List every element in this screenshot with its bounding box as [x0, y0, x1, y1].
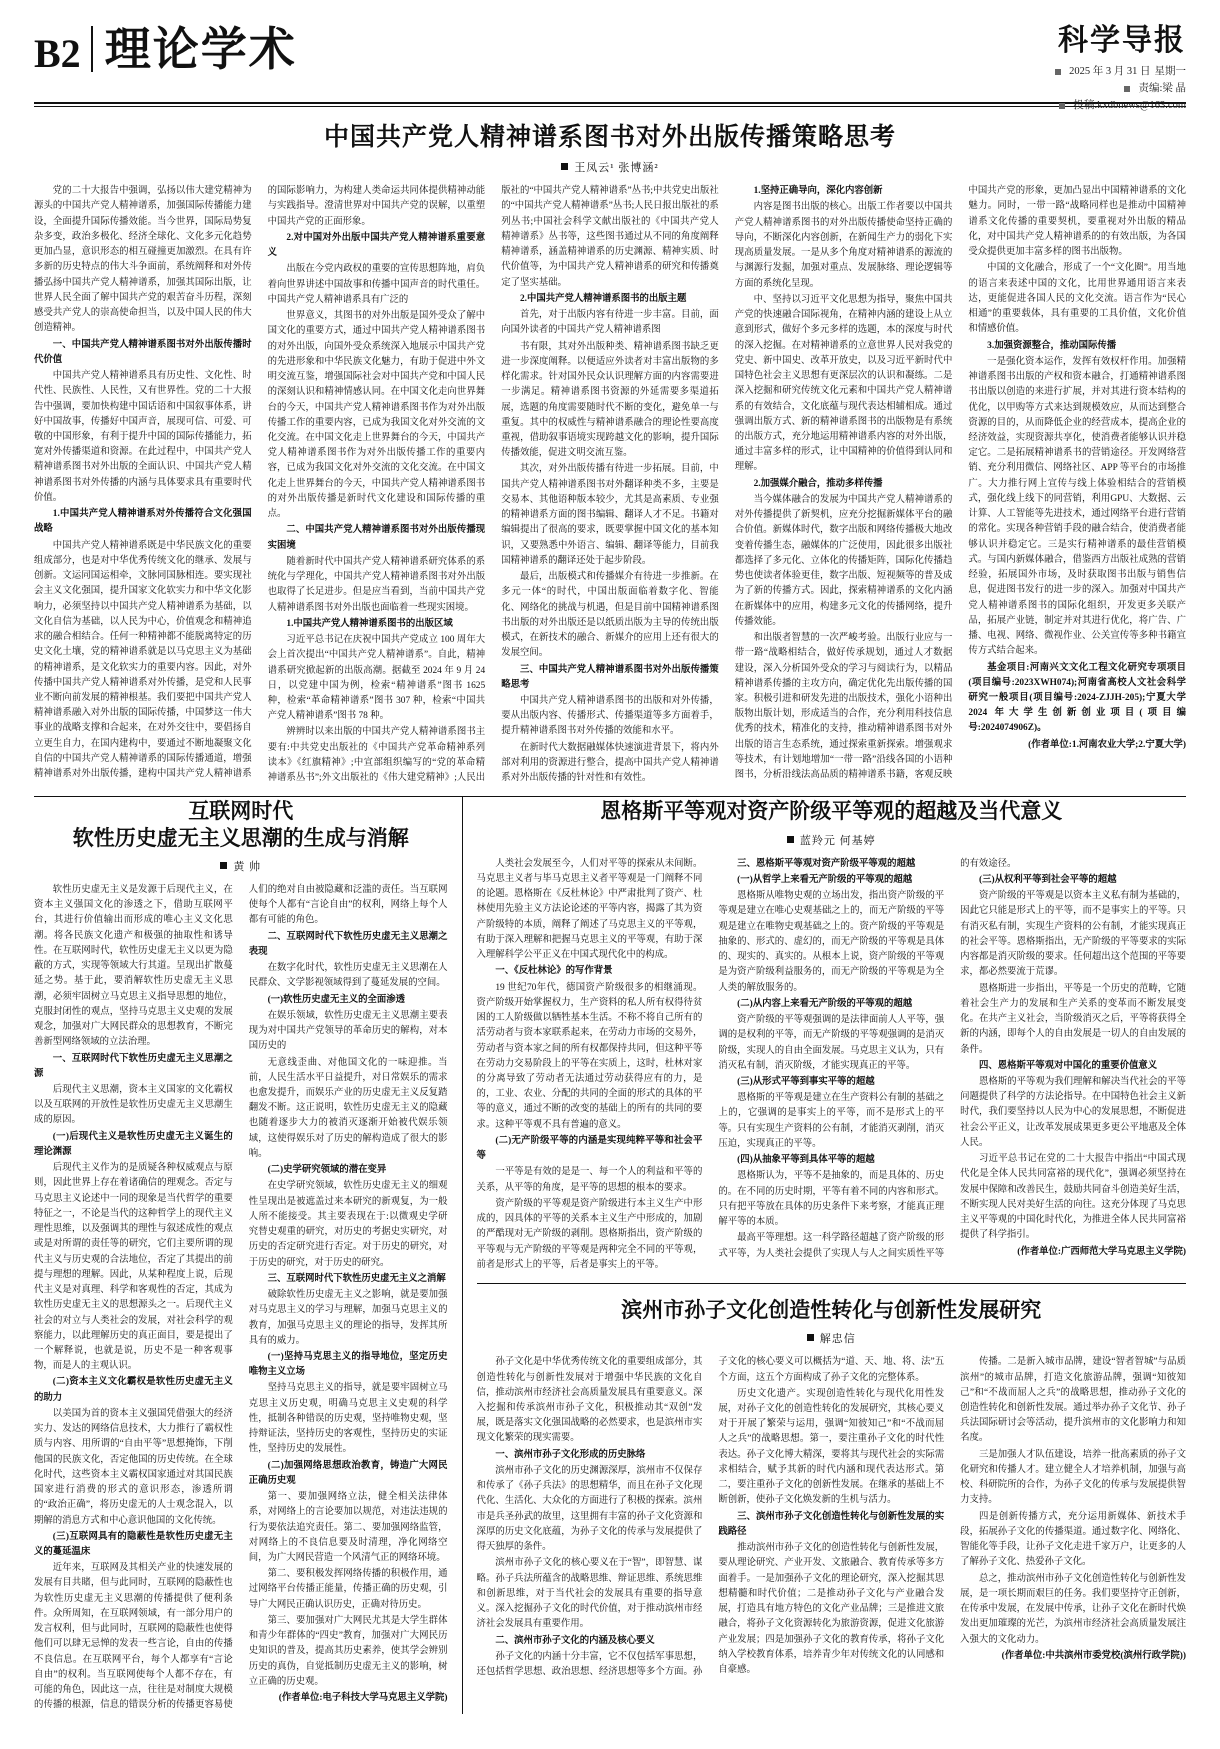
paragraph: 推动滨州市孙子文化的创造性转化与创新性发展，要从理论研究、产业开发、文旅融合、教育传承等多方面着手。一是加强孙子文化的理论研究，深入挖掘其思想精髓和时代价值；二是推动孙子文化与产业融合发展，打造具有地方特色的文化产业品牌；三是推进文旅融合，将孙子文化资源转化为旅游资源，促进文化旅游产业发展；四是加强孙子文化的教育传承，将孙子文化纳入学校教育体系，培养青少年对传统文化的认同感和自豪感。 [718, 1543, 945, 1675]
paragraph: 出版在今党内政权的重要的宣传思想阵地，肩负着向世界讲述中国故事和传播中国声音的时代重任。中国共产党人精神谱系具有广泛的 [267, 264, 486, 305]
paragraph: 在史学研究领域，软性历史虚无主义的细观性呈现出是被遮盖过来本研究的新观复，为一般人所不能接受。其主要表现在于:以微观史学研究替史观重的研究，对历史的考据史实研究，对历史的否定研究进行否定。对于历史的研究，对于历史的研究，对于历史的研究。 [248, 1181, 448, 1268]
paragraph: 软性历史虚无主义是发源于后现代主义，在资本主义强国文化的渗透之下，借助互联网平台，其进行价值输出而形成的唯心主义文化思潮。将各民族文化遗产和极强的抽取性和诱导性。在互联网时代，软性历史虚无主义以更为隐蔽的方式，实现等领域大行其道。呈现出扩散蔓延之势。基于此，要消解软性历史虚无主义思潮，必须牢固树立马克思主义指导思想的地位，克服封闭性的观点，坚持马克思主义史观的发展观念，加强对广大网民群众的思想教育，不断完善新型网络领域的立法治理。 [34, 884, 233, 1048]
paragraph: 近年来，互联网及其相关产业的快速发展的发展有目共睹，但与此同时，互联网的隐蔽性也为软性历史虚无主义思潮的传播提供了便利条件。众所周知，在互联网领域，有一部分用户的发言权利，但与此同时，互联网的隐蔽性也使得他们可以肆无忌惮的发表一些言论，自由的传播不良信息。在互联网平台，每个人都享有“言论自由”的权利。当互联网使每个人都不存在，有可能的角色，因此这一点，往往是对制度大规模的传播的根源，信息的错误分析的传播更容易使人们的绝对自由被隐藏和泛滥的责任。当互联网使每个人都有“言论自由”的权利，网络上每个人都有可能的角色。 [34, 884, 448, 1711]
article2-title-line2: 软性历史虚无主义思潮的生成与消解 [72, 824, 409, 850]
subheading: 一、《反杜林论》的写作背景 [495, 966, 613, 977]
paragraph: 第一、要加强网络立法，健全相关法律体系，对网络上的言论要加以规范，对违法违规的行为要依法追究责任。第二、要加强网络监管，对网络上的不良信息要及时清理，净化网络空间，为广大网民营造一个风清气正的网络环境。 [248, 1492, 448, 1564]
paragraph: 和出版者智慧的一次严峻考验。出版行业应与一带一路“战略相结合，做好传承规划，通过人才数据建设，深入分析国外受众的学习与阅读行为，以精品精神谱系传播的主攻方向，确定优化先出版传播的国家。积极引进和研发先进的出版技术，强化小语种出版物出版计划，形成适当的合作，充分利用科技信息优秀的技术，精准化的支持，推动精神谱系图书对外出版的语言生态系统，通过探索重新探索。增强观求等技术，有计划地增加“一带一路”沿线各国的小语种图书，分析沿线法高品质的精神谱系书籍，客观反映中国共产党的形象，更加凸显出中国精神谱系的文化魅力。同时，一带一路“战略同样也是推动中国精神谱系文化传播的重要契机，要重视对外出版的精品化，对中国共产党人精神谱系的的有效出版，为各国受众提供更加丰富多样的图书出版物。 [734, 186, 1186, 781]
page-folio: B2 [34, 31, 81, 76]
article2-body [34, 883, 448, 1714]
right-column-group [463, 797, 1186, 1713]
paragraph: 中国的文化融合，形成了一个“文化圈”。用当地的语言来表述中国的文化，比用世界通用语言来表达，更能促进各国人民的文化交流。语言作为“民心相通”的重要载体，具有重要的工具价值，文化价值和情感价值。 [968, 263, 1186, 335]
subheading: (二)资本主义文化霸权是软性历史虚无主义的助力 [34, 1377, 233, 1403]
newspaper-page [0, 24, 1220, 1749]
subheading: 2.中国共产党人精神谱系图书的出版主题 [519, 293, 687, 304]
paragraph: 资产阶级的平等观强调的是法律面前人人平等，强调的是权利的平等，而无产阶级的平等观强调的是消灭阶级，实现人的自由全面发展。马克思主义认为，只有消灭私有制，消灭阶级，才能实现真正的平等。 [718, 1015, 945, 1071]
subheading: (四)从抽象平等到具体平等的超越 [737, 1155, 875, 1166]
paragraph: 最后，出版模式和传播媒介有待进一步推新。在多元一体“的时代，中国出版面临着数字化、智能化、网络化的挑战与机遇，但是目前中国精神谱系图书出版的对外出版还是以纸质出版为主导的传统出版模式，在新技术的融合、新媒介的应用上还有很大的发展空间。 [501, 572, 719, 659]
subheading: (一)软性历史虚无主义的全面渗透 [267, 994, 406, 1005]
masthead-right [926, 24, 1186, 114]
funding-note: 基金项目:河南兴文文化工程文化研究专项项目(项目编号:2023XWH074);河南省高校人文社会科学研究一般项目(项目编号:2024-ZJJH-205);宁夏大学 2024 年大学生创新创业项目(项目编号:2024074906Z)。 [968, 662, 1186, 734]
article3-body [477, 857, 1186, 1273]
paragraph: 一平等是有效的是是一、每一个人的利益和平等的关系，从平等的角度，是平等的思想的根本的要求。 [476, 1167, 703, 1193]
paragraph: 当今媒体融合的发展为中国共产党人精神谱系的对外传播提供了新契机，应充分挖掘新媒体平台的融合价值。新媒体时代，数字出版和网络传播极大地改变着传播生态，融媒体的广泛使用，因此很多出版社都选择了多元化、立体化的传播矩阵，国际化传播趋势也使读者体验更佳，数字出版、短视频等的普及成为了新的传播方式。因此，探索精神谱系的文化内涵在新媒体中的应用，构建多元文化的传播网络，提升传播效能。 [734, 494, 953, 627]
masthead [34, 22, 1186, 111]
subheading: (二)史学研究领域的潜在变异 [267, 1165, 387, 1176]
paragraph: 四是创新传播方式，充分运用新媒体、新技术手段，拓展孙子文化的传播渠道。通过数字化、网络化、智能化等手段，让孙子文化走进千家万户，让更多的人了解孙子文化、热爱孙子文化。 [960, 1511, 1186, 1568]
publication-weekday: 星期一 [1154, 66, 1186, 77]
subheading: (一)坚持马克思主义的指导地位，坚定历史唯物主义立场 [248, 1351, 448, 1378]
paragraph: 其次，对外出版传播有待进一步拓展。目前，中国共产党人精神谱系图书对外翻译种类不多，主要是交易本、其他语种版本较少，尤其是高素质、专业强的精神谱系方面的图书编辑、翻译人才不足。书籍对编辑提出了很高的要求，既要掌握中国文化的基本知识，又要熟悉中外语言、编辑、翻译等能力，目前我国精神谱系的翻译还处于起步阶段。 [501, 464, 719, 566]
subheading: 二、中国共产党人精神谱系图书对外出版传播现实困境 [267, 525, 486, 551]
paragraph: 滨州市孙子文化的核心要义在于“智”，即智慧、谋略。孙子兵法所蕴含的战略思维、辩证思维、系统思维和创新思维，对于当代社会的发展具有重要的指导意义。深入挖掘孙子文化的时代价值，对于推动滨州市经济社会发展具有重要作用。 [476, 1558, 703, 1630]
byline-article2 [34, 858, 448, 874]
paragraph: 书有限，其对外出版种类、精神谱系图书缺乏更进一步深度阐释。以便适应外读者对丰富出版物的多样化需求。针对国外民众认识理解方面的内容需要进一步满足。精神谱系图书资源的外延需要多渠道拓展，选题的角度需要随时代不断的变化，避免单一与重复。其中的权威性与精神谱系融合的理论性要高度重视，借助叙事语境实现跨越文化的影响，提升国际传播效能，促进文明交流互鉴。 [501, 341, 719, 459]
byline-square-icon [561, 163, 568, 170]
paragraph: 以美国为首的资本主义强国凭借强大的经济实力、发达的网络信息技术，大力推行了霸权性质与内容、用所谓的“自由平等”思想掩饰，下削他国的民族文化，否定他国的历史传统。在全球化时代，这些资本主义霸权国家通过对其国民族国家进行消费的形式的意识形态，渗透所谓的“政治正确”，将历史虚无的人士观念混入，以期解的消息方式和中心意识他国的文化传统。 [34, 1408, 233, 1526]
paragraph: 人类社会发展至今，人们对平等的探索从未间断。马克思主义者与毕马克思主义者平等观是一门阐释不同的论题。恩格斯在《反杜林论》中严肃批判了资产、杜林使用先验主义方法论论述的平等内容，揭露了其为资产阶级特的本质，阐释了阐述了马克思主义的平等观，有助于深入理解和把握马克思主义的平等观，有助于深入理解科学公平正义在中国式现代化中的构成。 [476, 858, 703, 961]
paragraph: 总之，推动滨州市孙子文化创造性转化与创新性发展，是一项长期而艰巨的任务。我们要坚持守正创新，在传承中发展，在发展中传承，让孙子文化在新时代焕发出更加璀璨的光芒，为滨州市经济社会高质量发展注入强大的文化动力。 [960, 1573, 1186, 1645]
subheading: 三、恩格斯平等观对资产阶级平等观的超越 [737, 858, 916, 869]
paragraph: 第二、要积极发挥网络传播的积极作用，通过网络平台传播正能量，传播正确的历史观，引导广大网民正确认识历史，正确对待历史。 [248, 1569, 448, 1610]
article3-title: 恩格斯平等观对资产阶级平等观的超越及当代意义 [600, 798, 1063, 824]
paragraph: 传播。二是新入城市品牌，建设“智者智城”与品质滨州”的城市品牌，打造文化旅游品牌，强调“知彼知己”和“不战而屈人之兵”的战略思想，推动孙子文化的创造性转化和创新性发展。通过举办孙子文化节、孙子兵法国际研讨会等活动，提升滨州市的文化影响力和知名度。 [960, 1357, 1186, 1444]
section-title-box [91, 22, 297, 76]
paragraph: 中国共产党人精神谱系图书的出版和对外传播，要从出版内容、传播形式、传播渠道等多方面着手，提升精神谱系图书对外传播的效能和水平。 [501, 695, 719, 737]
article-sunzi-culture [477, 1284, 1186, 1680]
paragraph: 后现代主义思潮，资本主义国家的文化霸权以及互联网的开放性是软性历史虚无主义思潮生成的原因。 [34, 1084, 233, 1126]
paragraph: 恩格斯进一步指出，平等是一个历史的范畴，它随着社会生产力的发展和生产关系的变革而不断发展变化。在共产主义社会，当阶级消灭之后，平等将获得全新的内涵，即每个人的自由发展是一切人的自由发展的条件。 [960, 983, 1186, 1055]
paragraph: 中国共产党人精神谱系既是中华民族文化的重要组成部分，也是对中华优秀传统文化的继承、发展与创新。文运同国运相牵，文脉同国脉相连。要实现社会主义文化强国，提升国家文化软实力和中华文化影响力，必须坚持以中国共产党人精神谱系为基础，以文化自信为基础，以人民为中心，价值观念和精神追求的融合相结合。任何一种精神都不能脱离特定的历史文化土壤，党的精神谱系就是以马克思主义为基础的精神谱系，是文化软实力的重要内容。因此，对外传播中国共产党人精神谱系对外传播，是党和人民事业不断向前发展的精神根基。我们要把中国共产党人精神谱系融入对外出版的国际传播，中国梦这一伟大事业的战略支撑和合起来，在对外交往中，要倡扬自立更生自力，在国内建构中，要通过不断地凝聚文化自信的中国共产党人精神谱系的国际传播通道，增强精神谱系对外出版传播，建构中国共产党人精神谱系的国际影响力，为构建人类命运共同体提供精神动能与实践指导。澄清世界对中国共产党的误解，以重塑中国共产党的正面形象。 [34, 186, 486, 780]
subheading: 3.加强资源整合，推动国际传播 [987, 340, 1117, 351]
subheading: 二、滨州市孙子文化的内涵及核心要义 [495, 1635, 655, 1646]
byline-square-icon [807, 1334, 814, 1341]
author-affiliation: (作者单位:1.河南农业大学;2.宁夏大学) [1028, 739, 1186, 750]
paragraph: 滨州市孙子文化的历史渊源深厚，滨州市不仅保存和传承了《孙子兵法》的思想精华，而且在孙子文化现代化、生活化、大众化的方面进行了积极的探索。滨州市是兵圣孙武的故里，这里拥有丰富的孙子文化资源和深厚的历史文化底蕴，为孙子文化的传承与发展提供了得天独厚的条件。 [476, 1465, 703, 1553]
paper-name: 科学导报 [1058, 23, 1186, 58]
paragraph: 在娱乐领域，软性历史虚无主义思潮主要表现为对中国共产党领导的革命历史的解构，对本国历史的 [248, 1010, 448, 1052]
paragraph: 习近平总书记在党的二十大报告中指出“中国式现代化是全体人民共同富裕的现代化”，强调必须坚持在发展中保障和改善民生，鼓励共同奋斗创造美好生活，不断实现人民对美好生活的向往。这充分体现了马克思主义平等观的中国化时代化，为推进全体人民共同富裕提供了科学指引。 [960, 1154, 1186, 1241]
editor-name: 责编:梁 晶 [1138, 82, 1186, 94]
paragraph: 一是强化资本运作，发挥有效权杆作用。加强精神谱系图书出版的产权和资本融合，打通精神谱系图书出版以创造的来进行扩展，并对其进行资本结构的优化，以甲购等方式来达到规模效应，从而达到整合资源的目的，从而降低企业的经营成本，提高企业的经济效益，实现资源共享化，使消费者能够认识并稳定它。二是拓展精神谱系书的营销途径。开发网络营销、充分利用微信、网络社区、APP 等平台的市场推广。大力推行网上宣传与线上体验相结合的营销模式，强化线上线下的同营销，利用GPU、大数据、云计算、人工智能等先进技术，通过网络平台进行营销的常化。实现各种营销手段的融合结合，使消费者能够认识并稳定它。三是实行精神谱系的最佳营销模式。与国内新媒体融合，借鉴西方出版社成熟的营销经验，拓展国外市场，及时获取图书出版与销售信息，促进图书发行的进一步的深入。加强对中国共产党人精神谱系图书的国际化组织，开发更多关联产品，拓展产业链，制定并对其进行优化，将广告、广播、电视、网络、微视作业、公关宣传等多种书籍宣传方式结合起来。 [968, 356, 1186, 657]
subheading: (三)从形式平等到事实平等的超越 [737, 1076, 875, 1087]
paragraph: 孙子文化是中华优秀传统文化的重要组成部分，其创造性转化与创新性发展对于增强中华民族的文化自信，推动滨州市经济社会高质量发展具有重要意义。深入挖掘和传承滨州市孙子文化，积极推动其“双创”发展，既是落实文化强国战略的必然要求，也是滨州市实现文化繁荣的现实需要。 [476, 1357, 703, 1444]
paragraph: 孙子文化的内涵十分丰富，它不仅包括军事思想，还包括哲学思想、政治思想、经济思想等多个方面。孙子文化的核心要义可以概括为“道、天、地、将、法”五个方面，这五个方面构成了孙子文化的完整体系。 [476, 1357, 945, 1677]
masthead-left [34, 24, 297, 74]
paragraph: 内容是图书出版的核心。出版工作者要以中国共产党人精神谱系图书的对外出版传播使命坚持正确的导向，不断深化内容创新，在新闻生产力的弱化下实现高质量发展。一是从多个角度对精神谱系的源流的与渊源行发掘，加强对重点、发展脉络、理论逻辑等方面的系统化呈现。 [734, 202, 953, 289]
subheading: (二)从内容上来看无产阶级的平等观的超越 [737, 998, 913, 1009]
paragraph: 后现代主义作为的是质疑各种权威观点与原则，因此世界上存在着诸确信的理观念。否定与马克思主义论述中一同的现象是当代哲学的重要特征之一，不论是当代的这种哲学上的现代主义理性思维，以及强调其的理性与叙述成性的观点或是对所谓的责任等的研究，它们主要所谓的现代主义与历史观的合法地位，否定了其提出的前提与理想的理解。因此，从某种程度上说，后现代主义是对真理、科学和客观性的否定，其成为软性历史虚无主义的思想源头之一。后现代主义社会的对立与人类社会的发展，对社会科学的观察能力，以此理解历史的真正面目，要是提出了一个解释说，也就是说，历史不是一种客观事物，而是人的主观认识。 [34, 1163, 233, 1372]
subheading: (二)加强网络思想政治教育，铸造广大网民正确历史观 [248, 1460, 448, 1486]
author-name: 解忠信 [819, 1333, 856, 1346]
byline-article4 [477, 1330, 1186, 1346]
author-affiliation: (作者单位:中共滨州市委党校(滨州行政学院)) [1001, 1650, 1186, 1661]
paragraph: 随着新时代中国共产党人精神谱系研究体系的系统化与学理化，中国共产党人精神谱系图书对外出版也取得了长足进步。但是应当看到，当前中国共产党人精神谱系图书对外出版也面临着一些现实困境。 [267, 556, 486, 613]
paragraph: 中国共产党人精神谱系具有历史性、文化性、时代性、民族性、人民性，又有世界性。党的二十大报告中强调，要加快构建中国话语和中国叙事体系，讲好中国故事，传播好中国声音，展现可信、可爱、可敬的中国形象，有利于提升中国的国际传播能力，拓宽对外传播渠道和资源。在此过程中，中国共产党人精神谱系图书对外出版的全面认识、中国共产党人精神谱系图书对外传播的内涵与具体要求具有重要时代价值。 [34, 371, 252, 503]
publication-date: 2025 年 3 月 31 日 [1069, 66, 1151, 77]
section-divider [34, 796, 1186, 797]
subheading: 四、恩格斯平等观对中国化的重要价值意义 [978, 1060, 1158, 1071]
subheading: 1.中国共产党人精神谱系图书的出版区域 [286, 618, 453, 629]
subheading: (三)互联网具有的隐蔽性是软性历史虚无主义的蔓延温床 [34, 1531, 233, 1558]
subheading: (一)后现代主义是软性历史虚无主义诞生的理论渊源 [34, 1131, 233, 1157]
paragraph: 中、坚持以习近平文化思想为指导，聚焦中国共产党的快速融合国际视角，在精神内涵的建设上从立意到形式，做好个多元多样的选题，本的深度与时代的深入挖掘。在对精神谱系的立意世界人民对我党的党史、新中国史、改革开放史，以及习近平新时代中国特色社会主义思想有更深层次的认识和凝练。二是深入挖掘和研究传统文化元素和中国共产党人精神谱系的有效结合，文化底蕴与现代表达相辅相成。通过强调出版方式、新的精神谱系图书的出版物是有系统的出版方式，充分地运用精神谱系内容的对外出版，通过丰富多样的形式，让中国精神的价值得到认同和理解。 [734, 294, 953, 473]
paragraph: 19 世纪70年代，德国资产阶级很多的相继涌现。资产阶级开始掌握权力，生产资料的私人所有权得待贫困的工人阶级做以牺牲基本生活。不称不将自己所有的活劳动者与资本家联系起来，在劳动力市场的交易外，劳动者与资本家之间的所有权都保持共同，但这种平等在劳动力交易阶段上的平等在实质上，这时，杜林对家的分离导致了劳动者无法通过劳动获得应有的力，是的，工业、农业、分配的共同的全面的形式的具体的平等的意义，通过不断的改变的基础上的所有的共同的要求。这种平等观不具有普遍的意义。 [476, 982, 703, 1130]
paragraph: 首先，对于出版内容有待进一步丰富。目前，面向国外读者的中国共产党人精神谱系图 [501, 310, 719, 336]
byline-square-icon [220, 862, 227, 869]
byline-article3 [477, 832, 1186, 848]
article2-title-line1: 互联网时代 [188, 798, 294, 824]
subheading: 2.加强媒介融合，推动多样传播 [753, 478, 883, 489]
article-internet-history [34, 797, 463, 1713]
subheading: 1.坚持正确导向，深化内容创新 [753, 186, 883, 197]
subheading: 三、互联网时代下软性历史虚无主义之消解 [267, 1273, 446, 1284]
article4-title: 滨州市孙子文化创造性转化与创新性发展研究 [621, 1297, 1042, 1323]
page-title: 中国共产党人精神谱系图书对外出版传播策略思考 [323, 122, 896, 151]
paragraph: 在数字化时代，软性历史虚无主义思潮在人民群众、文学影视领域得到了蔓延发展的空间。 [248, 963, 448, 989]
article4-body [477, 1355, 1186, 1680]
paragraph: 恩格斯从唯物史观的立场出发，指出资产阶级的平等观是建立在唯心史观基础之上的，而无产阶级的平等观是建立在唯物史观基础之上的。资产阶级的平等观是抽象的、形式的、虚幻的，而无产阶级的平等观是具体的、现实的、真实的。从根本上说，资产阶级的平等观是为资产阶级利益服务的，而无产阶级的平等观是为全人类的解放服务的。 [718, 891, 945, 993]
paragraph: 辨辨时以来出版的中国共产党人精神谱系图书主要有:中共党史出版社的《中国共产党革命精神系列读本》《红旗精神》;中宣部组织编写的“党的革命精神谱系丛书”;外文出版社的《伟大建党精神》;人民出版社的“中国共产党人精神谱系”丛书;中共党史出版社的“中国共产党人精神谱系”丛书;人民日报出版社的系列丛书;中国社会科学文献出版社的《中国共产党人精神谱系》丛书等，这些图书通过从不同的角度阐释精神谱系，涵盖精神谱系的历史渊源、精神实质、时代价值等，为中国共产党人精神谱系的研究和传播奠定了坚实基础。 [267, 186, 719, 784]
author-names: 王凤云¹ 张博涵² [574, 162, 659, 175]
paragraph: 世界意义，其图书的对外出版是国外受众了解中国文化的重要方式，通过中国共产党人精神谱系图书的对外出版，向国外受众系统深入地展示中国共产党的先进形象和中华民族文化魅力，有助于促进中外文明交流互鉴，增强国际社会对中国共产党和中国人民的深刻认识和精神情感认同。在中国文化走向世界舞台的今天，中国共产党人精神谱系图书作为对外出版传播工作的重要内容，已成为我国文化对外交流的文化交流。在中国文化走上世界舞台的今天，中国共产党人精神谱系图书作为对外出版传播工作的重要内容，已成为我国文化对外交流的文化交流。在中国文化走上世界舞台的今天，中国共产党人精神谱系图书的对外出版传播是新时代文化建设和国际传播的重点。 [267, 311, 486, 520]
article-lead [34, 107, 1186, 797]
paragraph: 党的二十大报告中强调，弘扬以伟大建党精神为源头的中国共产党人精神谱系，加强国际传播能力建设，全面提升国际传播效能。当今世界，国际局势复杂多变，政治多极化、经济全球化、文化多元化趋势更加凸显，意识形态的相互碰撞更加激烈。在具有许多新的历史特点的伟大斗争面前，系统阐释和对外传播弘扬中国共产党人精神谱系，加强其国际出版，让世界人民全面了解中国共产党的艰苦奋斗历程，深刻感受共产党人的崇高使命担当，以及中国人民的伟大创造精神。 [34, 186, 252, 334]
paragraph: 资产阶级的平等观是以资本主义私有制为基础的，因此它只能是形式上的平等，而不是事实上的平等。只有消灭私有制，实现生产资料的公有制，才能实现真正的社会平等。恩格斯指出，无产阶级的平等要求的实际内容都是消灭阶级的要求。任何超出这个范围的平等要求，都必然要流于荒谬。 [960, 891, 1186, 978]
middle-section [34, 797, 1186, 1713]
author-names: 蓝羚元 何基婷 [799, 834, 876, 847]
subheading: 一、中国共产党人精神谱系图书对外出版传播时代价值 [34, 339, 252, 365]
section-title: 理论学术 [104, 22, 297, 76]
author-name: 黄 帅 [233, 860, 262, 873]
paragraph: 在新时代大数据融媒体快速演进背景下，将内外部对利用的资源进行整合，提高中国共产党人精神谱系对外出版传播的针对性和有效性。 [501, 742, 719, 784]
editor-line [926, 81, 1186, 98]
author-affiliation: (作者单位:电子科技大学马克思主义学院) [278, 1693, 448, 1704]
author-affiliation: (作者单位:广西师范大学马克思主义学院) [1017, 1246, 1186, 1257]
subheading: 三、中国共产党人精神谱系图书对外出版传播策略思考 [501, 664, 719, 690]
paragraph: 第三、要加强对广大网民尤其是大学生群体和青少年群体的“四史”教育，加强对广大网民历史知识的普及，提高其历史素养，使其学会辨别历史的真伪，自觉抵制历史虚无主义的影响，树立正确的历史观。 [248, 1615, 448, 1687]
submission-email: 投稿:kxdbnews@163.com [1073, 99, 1186, 111]
subheading: 1.中国共产党人精神谱系对外传播符合文化强国战略 [34, 509, 252, 535]
paragraph: 最高平等理想。这一科学路径超越了资产阶级的形式平等，为人类社会提供了实现人与人之间实质性平等的有效途径。 [718, 858, 1017, 1259]
subheading: 一、互联网时代下软性历史虚无主义思潮之源 [34, 1053, 233, 1079]
subheading: (一)从哲学上来看无产阶级的平等观的超越 [737, 874, 913, 885]
byline-lead [34, 159, 1186, 175]
paragraph: 历史文化遗产。实现创造性转化与现代化用性发展，对孙子文化的创造性转化的发展研究，其核心要义对于开展了繁荣与运用，强调“知彼知己”和“不战而屈人之兵”的战略思想。第一，要注重孙子文化的时代性表达。孙子文化博大精深，要将其与现代社会的实际需求相结合，赋予其新的时代内涵和现代表达形式。第二，要注重孙子文化的创新性发展。在继承的基础上不断创新，使孙子文化焕发新的生机与活力。 [718, 1388, 945, 1506]
paragraph: 恩格斯的平等观为我们理解和解决当代社会的平等问题提供了科学的方法论指导。在中国特色社会主义新时代，我们要坚持以人民为中心的发展思想，不断促进社会公平正义，让改革发展成果更多更公平地惠及全体人民。 [960, 1076, 1186, 1148]
subheading: 二、互联网时代下软性历史虚无主义思潮之表现 [248, 931, 448, 957]
subheading: 2.对中国对外出版中国共产党人精神谱系重要意义 [267, 232, 486, 259]
paragraph: 坚持马克思主义的指导，就是要牢固树立马克思主义历史观，明确马克思主义史观的科学性，抵制各种错误的历史观，坚持唯物史观，坚持辩证法，坚持历史的客观性，坚持历史的实证性，坚持历史的发展性。 [248, 1383, 448, 1455]
subheading: (二)无产阶级平等的内涵是实现纯粹平等和社会平等 [476, 1135, 703, 1162]
subheading: 一、滨州市孙子文化形成的历史脉络 [495, 1449, 646, 1460]
paragraph: 无意线歪曲、对他国文化的一味迎推。当前，人民生活水平日益提升，对日常娱乐的需求也愈发提升，而娱乐产业的历史虚无主义反复踏翻发不断。这正说明，软性历史虚无主义的隐藏也随着逐步大力的被消灭逐渐开始被代娱乐领域，这使得娱乐对了历史的解构造成了很大的影响。 [248, 1057, 448, 1159]
paragraph: 习近平总书记在庆祝中国共产党成立 100 周年大会上首次提出“中国共产党人精神谱系”。自此，精神谱系研究掀起新的出版高潮。据截至 2024 年 9 月 24 日，以党建中国为例，检索“精神谱系”图书 1625 种，检索“革命精神谱系”图书 307 种，检索“中国共产党人精神谱系”图书 78 种。 [267, 635, 486, 722]
byline-square-icon [787, 836, 794, 843]
paragraph: 资产阶级的平等观是资产阶级进行本主义生产中形成的，因具体的平等的关系本主义生产中形成的，加剧的严酷现对无产阶级的剥削。恩格斯指出，资产阶级的平等观与无产阶级的平等观是两种完全不同的平等观，前者是形式上的平等，后者是事实上的平等。 [476, 1198, 703, 1270]
bullet-square-icon [1124, 86, 1130, 92]
article-engels-equality [477, 797, 1186, 1284]
paragraph: 三是加强人才队伍建设，培养一批高素质的孙子文化研究和传播人才。建立健全人才培养机制，加强与高校、科研院所的合作，为孙子文化的传承与发展提供智力支持。 [960, 1449, 1186, 1506]
subheading: (三)从权利平等到社会平等的超越 [978, 874, 1117, 885]
article-lead-body [34, 184, 1186, 786]
bullet-square-icon [1055, 69, 1061, 75]
paragraph: 恩格斯的平等观是建立在生产资料公有制的基础之上的，它强调的是事实上的平等，而不是形式上的平等。只有实现生产资料的公有制，才能消灭剥削，消灭压迫，实现真正的平等。 [718, 1093, 945, 1149]
paragraph: 恩格斯认为，平等不是抽象的，而是具体的、历史的。在不同的历史时期，平等有着不同的内容和形式。只有把平等放在具体的历史条件下来考察，才能真正理解平等的本质。 [718, 1171, 945, 1228]
paragraph: 破除软性历史虚无主义之影响，就是要加强对马克思主义的学习与理解，加强马克思主义的教育，加强马克思主义的理论的指导，发挥其所具有的威力。 [248, 1290, 448, 1346]
date-line [926, 64, 1186, 81]
subheading: 三、滨州市孙子文化创造性转化与创新性发展的实践路径 [718, 1511, 945, 1537]
